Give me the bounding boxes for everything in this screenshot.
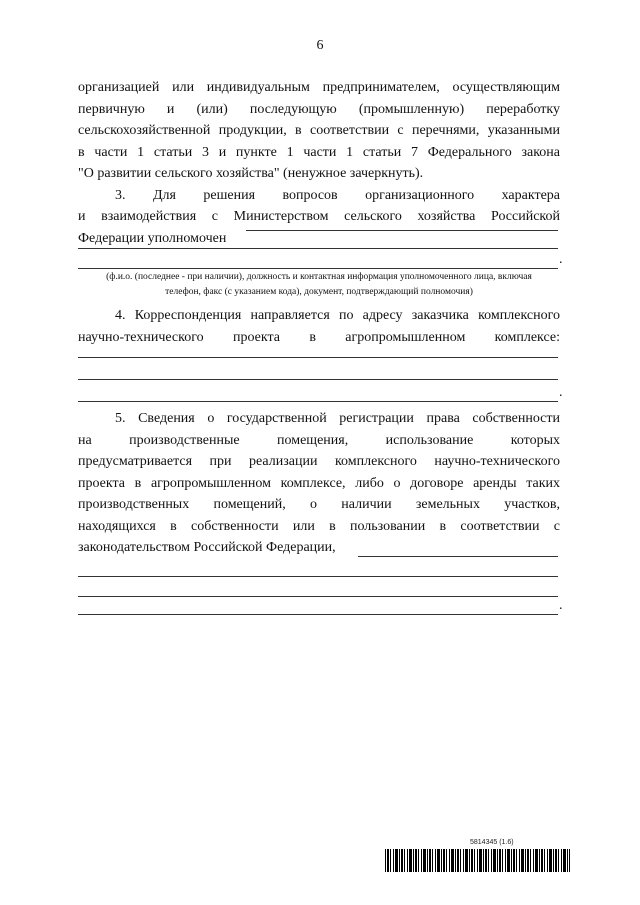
fill-in-line xyxy=(78,268,558,269)
line-end-dot: . xyxy=(559,385,563,400)
barcode-icon xyxy=(385,849,570,872)
field-caption: телефон, факс (с указанием кода), документ, подтверждающий полномочия) xyxy=(165,287,473,297)
fill-in-line xyxy=(78,357,558,358)
paragraph-line: на производственные помещения, использование которых xyxy=(78,432,560,448)
page-number: 6 xyxy=(316,38,324,53)
paragraph-line: в части 1 статьи 3 и пункте 1 части 1 статьи 7 Федерального закона xyxy=(78,144,560,160)
fill-in-line xyxy=(78,248,558,249)
line-end-dot: . xyxy=(559,598,563,613)
paragraph-line: производственных помещений, о наличии земельных участков, xyxy=(78,497,560,512)
fill-in-line xyxy=(78,379,558,380)
paragraph-line: и взаимодействия с Министерством сельского хозяйства Российской xyxy=(78,209,560,224)
fill-in-line xyxy=(358,556,558,557)
paragraph-line: первичную и (или) последующую (промышленную) переработку xyxy=(78,101,560,117)
barcode-label: 5814345 (1.6) xyxy=(470,839,514,846)
paragraph-line: 5. Сведения о государственной регистрации права собственности xyxy=(115,411,560,426)
fill-in-line xyxy=(78,596,558,597)
paragraph-line: сельскохозяйственной продукции, в соответствии с перечнями, указанными xyxy=(78,123,560,138)
paragraph-line: законодательством Российской Федерации, xyxy=(78,540,336,555)
fill-in-line xyxy=(246,230,558,231)
paragraph-line: "О развитии сельского хозяйства" (ненужное зачеркнуть). xyxy=(78,166,424,181)
paragraph-line: 3. Для решения вопросов организационного характера xyxy=(115,187,560,203)
fill-in-line xyxy=(78,401,558,402)
paragraph-line: находящихся в собственности или в пользовании в соответствии с xyxy=(78,518,560,534)
paragraph-line: научно-технического проекта в агропромышленном комплексе: xyxy=(78,330,560,345)
paragraph-line: предусматривается при реализации комплексного научно-технического xyxy=(78,454,560,469)
paragraph-line: 4. Корреспонденция направляется по адресу заказчика комплексного xyxy=(115,308,560,323)
field-caption: (ф.и.о. (последнее - при наличии), должность и контактная информация уполномоченного лица, включая xyxy=(106,272,532,282)
paragraph-line: организацией или индивидуальным предпринимателем, осуществляющим xyxy=(78,80,560,95)
paragraph-line: проекта в агропромышленном комплексе, либо о договоре аренды таких xyxy=(78,475,560,491)
fill-in-line xyxy=(78,614,558,615)
paragraph-line: Федерации уполномочен xyxy=(78,230,227,246)
fill-in-line xyxy=(78,576,558,577)
line-end-dot: . xyxy=(559,252,563,267)
